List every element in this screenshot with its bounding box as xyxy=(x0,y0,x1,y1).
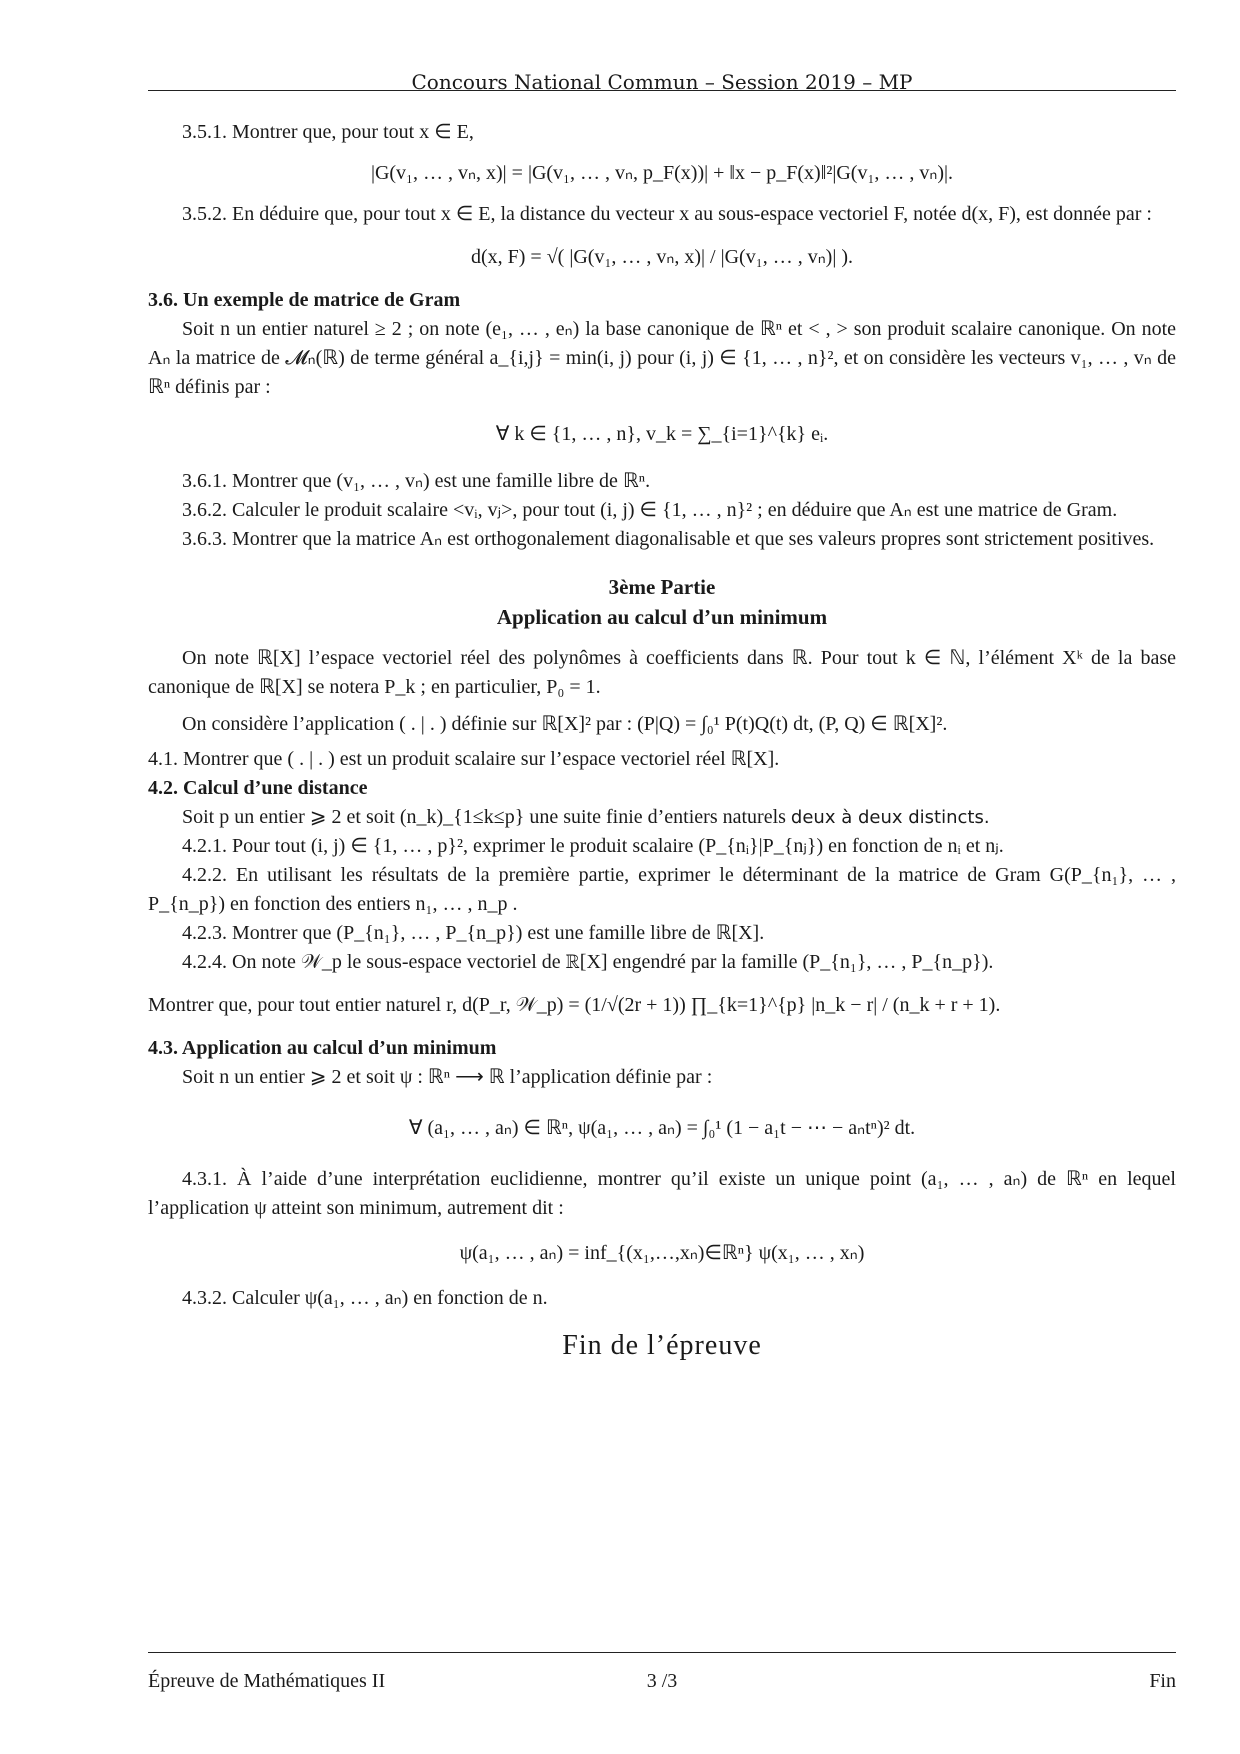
question-4-3-1: 4.3.1. À l’aide d’une interprétation euclidienne, montrer qu’il existe un unique point (a₁, … , aₙ) de ℝⁿ en lequel l’application ψ atteint son minimum, autrement dit : xyxy=(148,1168,1176,1219)
question-4-3-2: 4.3.2. Calculer ψ(a₁, … , aₙ) en fonction de n. xyxy=(182,1287,548,1309)
equation-3-5-1: |G(v₁, … , vₙ, x)| = |G(v₁, … , vₙ, p_F(x))| + ‖x − p_F(x)‖²|G(v₁, … , vₙ)|. xyxy=(370,162,954,184)
question-4-2-1: 4.2.1. Pour tout (i, j) ∈ {1, … , p}², exprimer le produit scalaire (P_{nᵢ}|P_{nⱼ}) en fonction de nᵢ et nⱼ. xyxy=(182,835,1004,857)
paragraph-4-2-sans: deux à deux distincts. xyxy=(790,807,990,828)
page-header: Concours National Commun – Session 2019 – MP xyxy=(411,70,913,94)
question-4-1: 4.1. Montrer que ( . | . ) est un produit scalaire sur l’espace vectoriel réel ℝ[X]. xyxy=(148,748,780,770)
paragraph-4-2 xyxy=(148,803,1176,832)
equation-3-5-2: d(x, F) = √( |G(v₁, … , vₙ, x)| / |G(v₁, … , vₙ)| ). xyxy=(470,246,853,268)
question-3-6-2: 3.6.2. Calculer le produit scalaire <vᵢ, vⱼ>, pour tout (i, j) ∈ {1, … , n}² ; en déduire que Aₙ est une matrice de Gram. xyxy=(182,499,1118,521)
paragraph-4-2-text: Soit p un entier ⩾ 2 et soit (n_k)_{1≤k≤p} une suite finie d’entiers naturels xyxy=(182,806,786,828)
part-title: 3ème Partie xyxy=(608,575,716,599)
question-4-2-3: 4.2.3. Montrer que (P_{n₁}, … , P_{n_p}) est une famille libre de ℝ[X]. xyxy=(182,922,765,944)
footer-right: Fin xyxy=(1149,1670,1176,1692)
paragraph-3-6: Soit n un entier naturel ≥ 2 ; on note (e₁, … , eₙ) la base canonique de ℝⁿ et < , > son produit scalaire canonique. On note Aₙ la matrice de 𝓜ₙ(ℝ) de terme général a_{i,j} = min(i, j) pour (i, j) ∈ {1, … , n}², et on considère les vecteurs v₁, … , vₙ de ℝⁿ définis par : xyxy=(148,318,1176,398)
paragraph-4-intro: On note ℝ[X] l’espace vectoriel réel des polynômes à coefficients dans ℝ. Pour tout k ∈ ℕ, l’élément Xᵏ de la base canonique de ℝ[X] se notera P_k ; en particulier, P₀ = 1. xyxy=(148,647,1176,698)
equation-4-3: ∀ (a₁, … , aₙ) ∈ ℝⁿ, ψ(a₁, … , aₙ) = ∫₀¹ (1 − a₁t − ⋯ − aₙtⁿ)² dt. xyxy=(408,1117,916,1139)
equation-4-3-1: ψ(a₁, … , aₙ) = inf_{(x₁,…,xₙ)∈ℝⁿ} ψ(x₁, … , xₙ) xyxy=(459,1242,865,1264)
question-3-6-3: 3.6.3. Montrer que la matrice Aₙ est orthogonalement diagonalisable et que ses valeurs propres sont strictement positives. xyxy=(182,528,1155,550)
equation-3-6: ∀ k ∈ {1, … , n}, v_k = ∑_{i=1}^{k} eᵢ. xyxy=(495,423,829,445)
question-3-5-1: 3.5.1. Montrer que, pour tout x ∈ E, xyxy=(182,121,474,143)
footer-page-number: 3 /3 xyxy=(646,1670,678,1692)
footer-rule xyxy=(148,1652,1176,1653)
section-4-2-heading: 4.2. Calcul d’une distance xyxy=(148,777,368,799)
page-content xyxy=(148,118,1176,1360)
paragraph-4-3: Soit n un entier ⩾ 2 et soit ψ : ℝⁿ ⟶ ℝ l’application définie par : xyxy=(182,1066,713,1088)
question-3-5-2: 3.5.2. En déduire que, pour tout x ∈ E, la distance du vecteur x au sous-espace vectoriel F, notée d(x, F), est donnée par : xyxy=(182,203,1152,225)
question-4-2-4: 4.2.4. On note 𝒲_p le sous-espace vectoriel de ℝ[X] engendré par la famille (P_{n₁}, … , P_{n_p}). xyxy=(182,951,994,973)
part-subtitle: Application au calcul d’un minimum xyxy=(496,605,828,629)
footer-left: Épreuve de Mathématiques II xyxy=(148,1670,386,1692)
header-rule xyxy=(148,90,1176,91)
paragraph-4-inner-product: On considère l’application ( . | . ) définie sur ℝ[X]² par : (P|Q) = ∫₀¹ P(t)Q(t) dt, (P, Q) ∈ ℝ[X]². xyxy=(182,713,948,735)
question-4-2-2: 4.2.2. En utilisant les résultats de la première partie, exprimer le déterminant de la matrice de Gram G(P_{n₁}, … , P_{n_p}) en fonction des entiers n₁, … , n_p . xyxy=(148,864,1176,915)
end-of-exam: Fin de l’épreuve xyxy=(562,1330,762,1361)
section-4-3-heading: 4.3. Application au calcul d’un minimum xyxy=(148,1037,497,1059)
question-3-6-1: 3.6.1. Montrer que (v₁, … , vₙ) est une famille libre de ℝⁿ. xyxy=(182,470,651,492)
section-3-6-heading: 3.6. Un exemple de matrice de Gram xyxy=(148,289,461,311)
paragraph-4-2-4-formula: Montrer que, pour tout entier naturel r, d(P_r, 𝒲_p) = (1/√(2r + 1)) ∏_{k=1}^{p} |n_k − r| / (n_k + r + 1). xyxy=(148,994,1001,1016)
